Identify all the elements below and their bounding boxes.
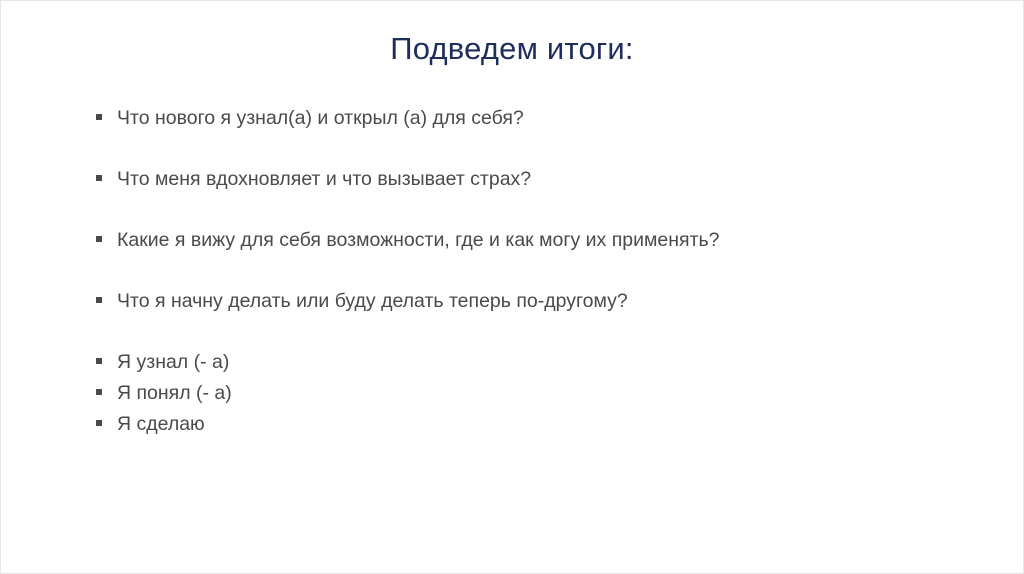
square-bullet-icon: [96, 389, 102, 395]
list-item-text: Что нового я узнал(а) и открыл (а) для себя?: [117, 107, 524, 129]
list-item-text: Что я начну делать или буду делать теперь по-другому?: [117, 290, 628, 312]
bullet-list: [96, 103, 720, 440]
square-bullet-icon: [96, 236, 102, 242]
list-item: [96, 347, 720, 378]
list-item-text: Я понял (- а): [117, 382, 232, 404]
list-item: [96, 286, 720, 317]
list-item: [96, 164, 720, 195]
square-bullet-icon: [96, 175, 102, 181]
list-item-text: Я сделаю: [117, 413, 205, 435]
list-item: [96, 103, 720, 134]
list-item: [96, 378, 720, 409]
square-bullet-icon: [96, 358, 102, 364]
square-bullet-icon: [96, 114, 102, 120]
slide-title: Подведем итоги:: [390, 31, 634, 66]
list-item-text: Что меня вдохновляет и что вызывает страх?: [117, 168, 532, 190]
list-item: [96, 225, 720, 256]
square-bullet-icon: [96, 420, 102, 426]
square-bullet-icon: [96, 297, 102, 303]
list-item-text: Я узнал (- а): [117, 351, 230, 373]
list-item: [96, 409, 720, 440]
list-item-text: Какие я вижу для себя возможности, где и как могу их применять?: [117, 229, 720, 251]
